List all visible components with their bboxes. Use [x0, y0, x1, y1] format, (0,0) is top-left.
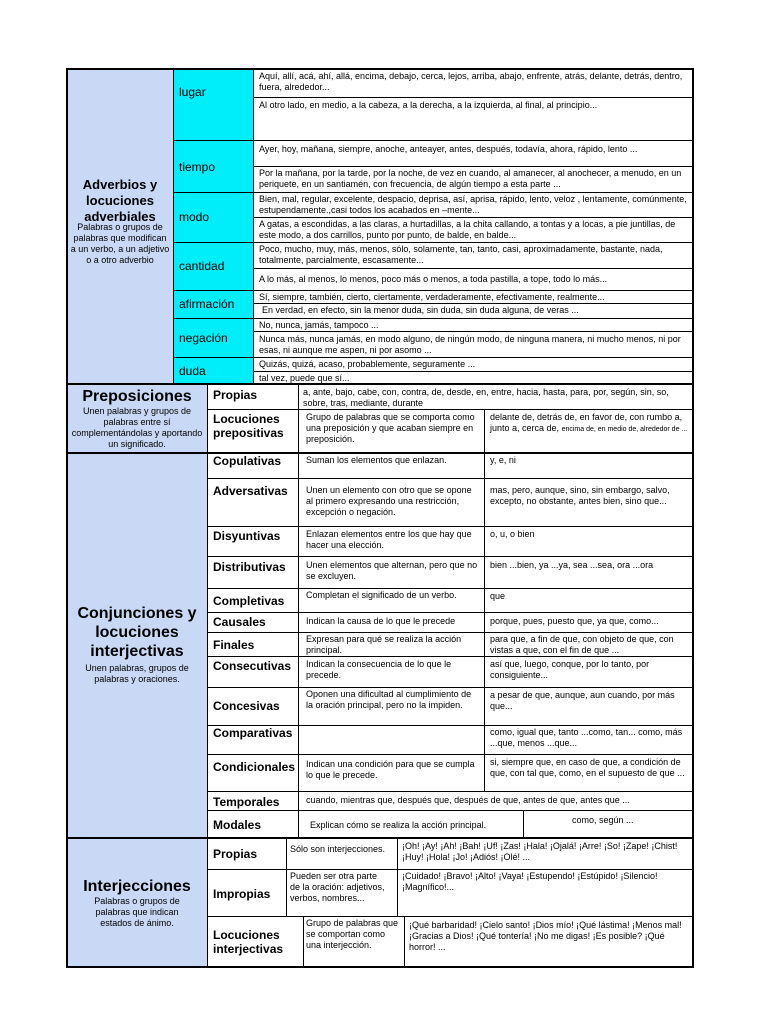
- category-cantidad: cantidad: [179, 259, 225, 273]
- conj-label-consecutivas: Consecutivas: [213, 659, 292, 673]
- duda-adverbios: Quizás, quizá, acaso, probablemente, seguramente ...: [259, 359, 476, 369]
- negacion-adverbios: No, nunca, jamás, tampoco ...: [259, 320, 379, 330]
- prep-locuciones-examples-main: delante de, detrás de, en favor de, con rumbo a, junto a, cerca de,: [490, 412, 683, 433]
- interj-label-locuciones: Locuciones interjectivas: [213, 928, 284, 956]
- conj-label-concesivas: Concesivas: [213, 699, 280, 713]
- conj-desc-consecutivas: Indican la consecuencia de lo que le precede.: [306, 659, 452, 680]
- prep-locuciones-desc: Grupo de palabras que se comporta como una preposición y que acaban siempre en preposición.: [306, 412, 475, 444]
- lugar-adverbios: Aquí, allí, acá, ahí, allá, encima, debajo, cerca, lejos, arriba, abajo, enfrente, atrás, delante, detrás, dentro, fuera, alrededor...: [259, 71, 683, 92]
- category-tiempo: tiempo: [179, 160, 216, 174]
- preposiciones-title: Preposiciones: [82, 388, 192, 405]
- conj-ex-consecutivas: así que, luego, conque, por lo tanto, por consiguiente...: [490, 659, 650, 680]
- duda-locuciones: tal vez, puede que sí...: [259, 373, 350, 383]
- conj-ex-adversativas: mas, pero, aunque, sino, sin embargo, salvo, excepto, no obstante, antes bien, sino que...: [490, 485, 670, 506]
- conj-label-distributivas: Distributivas: [213, 560, 286, 574]
- category-lugar: lugar: [179, 85, 206, 99]
- conj-desc-finales: Expresan para qué se realiza la acción principal.: [306, 634, 462, 655]
- preposiciones-description: Unen palabras y grupos de palabras entre sí complementándolas y aportando un significado.: [71, 406, 203, 449]
- conj-ex-copulativas: y, e, ni: [490, 455, 516, 465]
- conj-ex-causales: porque, pues, puesto que, ya que, como...: [490, 616, 659, 626]
- category-negacion: negación: [179, 331, 228, 345]
- conj-label-comparativas: Comparativas: [213, 726, 293, 740]
- afirmacion-adverbios: Sí, siempre, también, cierto, ciertamente, verdaderamente, efectivamente, realmente...: [259, 292, 605, 302]
- interj-ex-locuciones: ¡Qué barbaridad! ¡Cielo santo! ¡Dios mío! ¡Qué lástima! ¡Menos mal! ¡Gracias a Dios! ¡Qué tontería! ¡No me digas! ¡Es posible? ¡Qué horror! ...: [409, 920, 682, 952]
- category-afirmacion: afirmación: [179, 297, 235, 311]
- prep-locuciones-label: Locuciones prepositivas: [213, 412, 284, 440]
- interj-ex-propias: ¡Oh! ¡Ay! ¡Ah! ¡Bah! ¡Uf! ¡Zas! ¡Hala! ¡Ojalá! ¡Arre! ¡So! ¡Zape! ¡Chist! ¡Huy! ¡Hola! ¡Jo! ¡Adiós! ¡Olé! ...: [402, 841, 678, 862]
- conj-desc-temporales: cuando, mientras que, después que, después de que, antes de que, antes que ...: [306, 795, 630, 805]
- conj-label-finales: Finales: [213, 638, 255, 652]
- afirmacion-locuciones: En verdad, en efecto, sin la menor duda, sin duda, sin duda alguna, de veras ...: [262, 305, 579, 315]
- adverbios-title: Adverbios y locuciones adverbiales: [82, 177, 158, 224]
- interj-desc-locuciones: Grupo de palabras que se comportan como una interjección.: [306, 918, 399, 950]
- prep-propias-label: Propias: [213, 388, 258, 402]
- modo-locuciones: A gatas, a escondidas, a las claras, a hurtadillas, a la chita callando, a tontas y a locas, a pie juntillas, de este modo, a dos carrillos, punto por punto, de balde, en balde...: [259, 219, 676, 240]
- category-modo: modo: [179, 210, 210, 224]
- conj-ex-distributivas: bien ...bien, ya ...ya, sea ...sea, ora ...ora: [490, 560, 654, 570]
- conj-desc-modales: Explican cómo se realiza la acción principal.: [310, 820, 487, 830]
- conj-desc-causales: Indican la causa de lo que le precede: [306, 616, 456, 626]
- conj-ex-modales: como, según ...: [572, 815, 634, 825]
- adverbios-description: Palabras o grupos de palabras que modifican a un verbo, a un adjetivo o a otro adverbio: [70, 222, 170, 265]
- conj-ex-condicionales: si, siempre que, en caso de que, a condición de que, con tal que, como, en el supuesto de que ...: [490, 757, 685, 778]
- cantidad-adverbios: Poco, mucho, muy, más, menos, sólo, solamente, tan, tanto, casi, aproximadamente, bastante, nada, totalmente, parcialmente, escasamente...: [259, 244, 663, 265]
- interj-ex-impropias: ¡Cuidado! ¡Bravo! ¡Alto! ¡Vaya! ¡Estupendo! ¡Estúpido! ¡Silencio! ¡Magnífico!...: [402, 871, 658, 892]
- cantidad-locuciones: A lo más, al menos, lo menos, poco más o menos, a toda pastilla, a tope, todo lo más...: [259, 274, 608, 284]
- conj-ex-concesivas: a pesar de que, aunque, aun cuando, por más que...: [490, 690, 675, 711]
- conj-label-adversativas: Adversativas: [213, 484, 288, 498]
- conj-desc-condicionales: Indican una condición para que se cumpla lo que le precede.: [306, 759, 475, 780]
- conj-desc-distributivas: Unen elementos que alternan, pero que no se excluyen.: [306, 560, 478, 581]
- conj-desc-completivas: Completan el significado de un verbo.: [306, 590, 457, 600]
- conj-desc-disyuntivas: Enlazan elementos entre los que hay que hacer una elección.: [306, 529, 472, 550]
- conj-ex-completivas: que: [490, 591, 506, 601]
- conj-label-temporales: Temporales: [213, 795, 280, 809]
- interjecciones-description: Palabras o grupos de palabras que indican estados de ánimo.: [94, 896, 180, 928]
- conj-desc-concesivas: Oponen una dificultad al cumplimiento de la oración principal, pero no la impiden.: [306, 689, 472, 710]
- interjecciones-title: Interjecciones: [83, 878, 191, 895]
- prep-locuciones-examples-small: encima de, en medio de, alrededor de ...: [561, 426, 688, 433]
- prep-propias-list: a, ante, bajo, cabe, con, contra, de, desde, en, entre, hacia, hasta, para, por, según, sin, so, sobre, tras, mediante, durante: [303, 387, 669, 408]
- interj-label-propias: Propias: [213, 847, 258, 861]
- interj-desc-propias: Sólo son interjecciones.: [290, 844, 386, 854]
- lugar-locuciones: Al otro lado, en medio, a la cabeza, a la derecha, a la izquierda, al final, al principio...: [259, 100, 598, 110]
- tiempo-adverbios: Ayer, hoy, mañana, siempre, anoche, anteayer, antes, después, todavía, ahora, rápido, lento ...: [259, 144, 638, 154]
- category-duda: duda: [179, 364, 206, 378]
- conjunciones-title: Conjunciones y locuciones interjectivas: [77, 605, 197, 660]
- negacion-locuciones: Nunca más, nunca jamás, en modo alguno, de ningún modo, de ninguna manera, ni mucho menos, ni por esas, ni aunque me aspen, ni por asomo ...: [259, 334, 681, 355]
- conj-ex-finales: para que, a fin de que, con objeto de que, con vistas a que, con el fin de que ...: [490, 634, 674, 655]
- conj-desc-adversativas: Unen un elemento con otro que se opone al primero expresando una restricción, excepción o negación.: [306, 485, 472, 517]
- prep-locuciones-examples: [490, 412, 690, 435]
- conj-label-completivas: Completivas: [213, 594, 285, 608]
- tiempo-locuciones: Por la mañana, por la tarde, por la noche, de vez en cuando, al amanecer, al anochecer, a menudo, en un periquete, en un santiamén, con frecuencia, de algún tiempo a esta parte ...: [259, 168, 682, 189]
- conj-label-copulativas: Copulativas: [213, 454, 282, 468]
- conjunciones-description: Unen palabras, grupos de palabras y oraciones.: [85, 663, 189, 684]
- modo-adverbios: Bien, mal, regular, excelente, despacio, deprisa, así, aprisa, rápido, lento, veloz , lentamente, comúnmente, estupendamente.,casi todos los acabados en –mente...: [259, 194, 687, 215]
- conj-label-disyuntivas: Disyuntivas: [213, 529, 281, 543]
- conj-label-modales: Modales: [213, 818, 262, 832]
- conj-desc-copulativas: Suman los elementos que enlazan.: [306, 455, 447, 465]
- interj-label-impropias: Impropias: [213, 887, 271, 901]
- conj-label-causales: Causales: [213, 615, 266, 629]
- interj-desc-impropias: Pueden ser otra parte de la oración: adjetivos, verbos, nombres...: [290, 871, 385, 903]
- conj-ex-disyuntivas: o, u, o bien: [490, 529, 535, 539]
- conj-label-condicionales: Condicionales: [213, 760, 296, 774]
- conj-ex-comparativas: como, igual que, tanto ...como, tan... como, más ...que, menos ...que...: [490, 727, 683, 748]
